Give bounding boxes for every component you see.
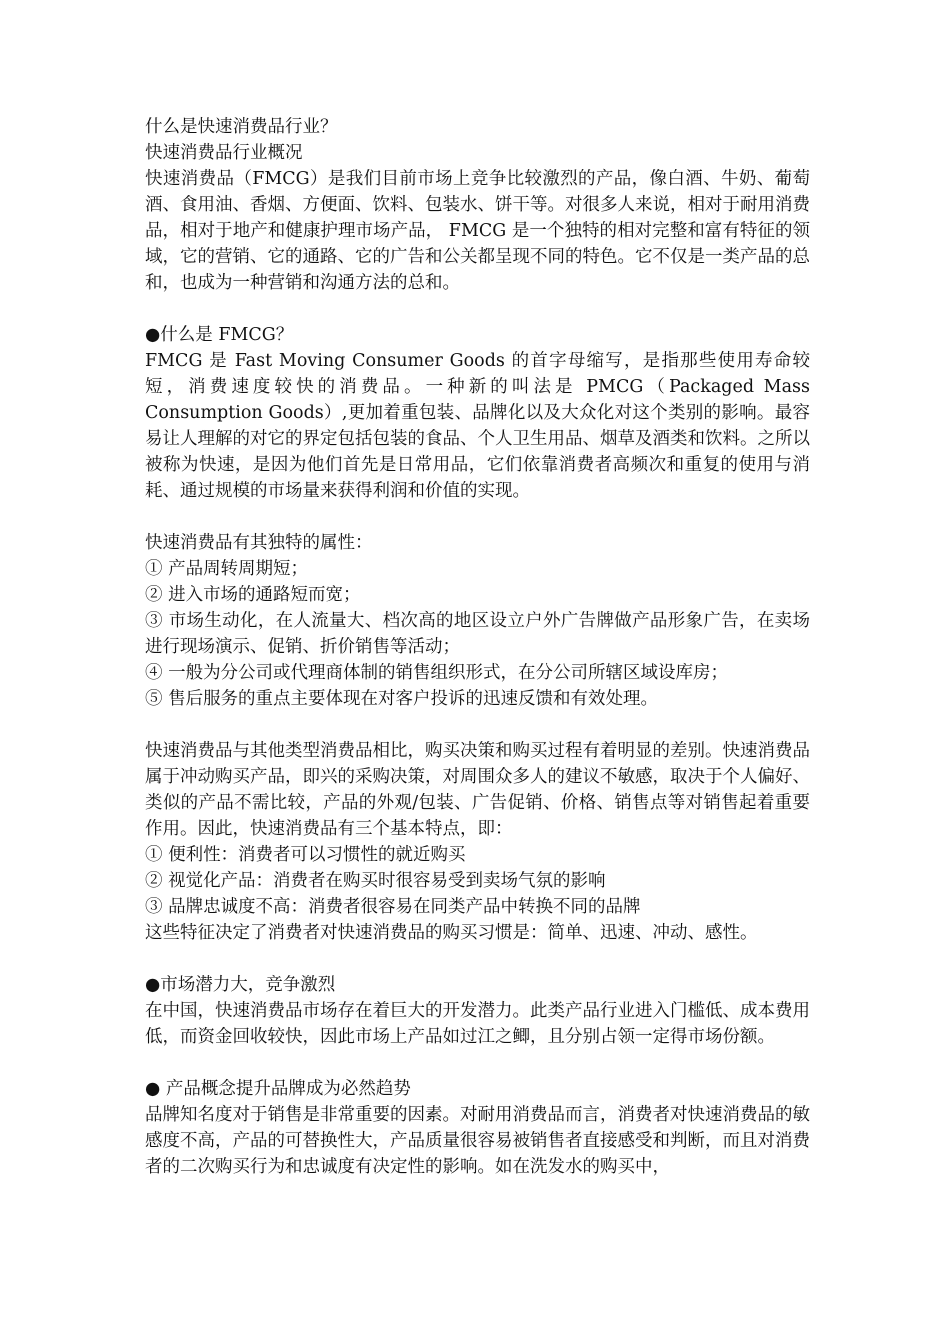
document-subtitle: 快速消费品行业概况 bbox=[145, 143, 303, 163]
paragraph-gap bbox=[145, 504, 810, 530]
comparison-paragraph: 快速消费品与其他类型消费品相比，购买决策和购买过程有着明显的差别。快速消费品属于冲动购买产品，即兴的采购决策，对周围众多人的建议不敏感，取决于个人偏好、类似的产品不需比较，产品的外观/包装、广告促销、价格、销售点等对销售起着重要作用。因此，快速消费品有三个基本特点，即： bbox=[145, 741, 810, 839]
document-title: 什么是快速消费品行业？ bbox=[145, 117, 338, 137]
paragraph-gap bbox=[145, 712, 810, 738]
feature-item: ② 视觉化产品：消费者在购买时很容易受到卖场气氛的影响 bbox=[145, 871, 606, 891]
section-heading-market-potential: ●市场潜力大，竞争激烈 bbox=[145, 975, 336, 995]
section-heading-what-is-fmcg: ●什么是 FMCG？ bbox=[145, 325, 294, 345]
attribute-item: ⑤ 售后服务的重点主要体现在对客户投诉的迅速反馈和有效处理。 bbox=[145, 689, 659, 709]
attribute-item: ② 进入市场的通路短而宽； bbox=[145, 585, 361, 605]
document-body bbox=[145, 114, 810, 1180]
paragraph-gap bbox=[145, 296, 810, 322]
attribute-item: ③ 市场生动化，在人流量大、档次高的地区设立户外广告牌做产品形象广告，在卖场进行现场演示、促销、折价销售等活动； bbox=[145, 611, 810, 657]
attributes-heading: 快速消费品有其独特的属性： bbox=[145, 533, 373, 553]
feature-item: ① 便利性：消费者可以习惯性的就近购买 bbox=[145, 845, 466, 865]
attribute-item: ④ 一般为分公司或代理商体制的销售组织形式，在分公司所辖区域设库房； bbox=[145, 663, 729, 683]
feature-item: ③ 品牌忠诚度不高：消费者很容易在同类产品中转换不同的品牌 bbox=[145, 897, 641, 917]
attribute-item: ① 产品周转周期短； bbox=[145, 559, 309, 579]
market-potential-paragraph: 在中国，快速消费品市场存在着巨大的开发潜力。此类产品行业进入门槛低、成本费用低，而资金回收较快，因此市场上产品如过江之鲫，且分别占领一定得市场份额。 bbox=[145, 1001, 810, 1047]
section-heading-brand-trend: ● 产品概念提升品牌成为必然趋势 bbox=[145, 1079, 411, 1099]
brand-trend-paragraph: 品牌知名度对于销售是非常重要的因素。对耐用消费品而言，消费者对快速消费品的敏感度不高，产品的可替换性大，产品质量很容易被销售者直接感受和判断，而且对消费者的二次购买行为和忠诚度有决定性的影响。如在洗发水的购买中， bbox=[145, 1105, 810, 1177]
features-conclusion: 这些特征决定了消费者对快速消费品的购买习惯是：简单、迅速、冲动、感性。 bbox=[145, 923, 758, 943]
paragraph-gap bbox=[145, 946, 810, 972]
paragraph-gap bbox=[145, 1050, 810, 1076]
intro-paragraph: 快速消费品（FMCG）是我们目前市场上竞争比较激烈的产品，像白酒、牛奶、葡萄酒、食用油、香烟、方便面、饮料、包装水、饼干等。对很多人来说，相对于耐用消费品，相对于地产和健康护理市场产品， FMCG 是一个独特的相对完整和富有特征的领域，它的营销、它的通路、它的广告和公关都呈现不同的特色。它不仅是一类产品的总和，也成为一种营销和沟通方法的总和。 bbox=[145, 169, 810, 293]
fmcg-definition-paragraph: FMCG 是 Fast Moving Consumer Goods 的首字母缩写，是指那些使用寿命较短，消费速度较快的消费品。一种新的叫法是 PMCG（Packaged Mass Consumption Goods）,更加着重包装、品牌化以及大众化对这个类别的影响。最容易让人理解的对它的界定包括包装的食品、个人卫生用品、烟草及酒类和饮料。之所以被称为快速，是因为他们首先是日常用品，它们依靠消费者高频次和重复的使用与消耗、通过规模的市场量来获得利润和价值的实现。 bbox=[145, 351, 810, 501]
